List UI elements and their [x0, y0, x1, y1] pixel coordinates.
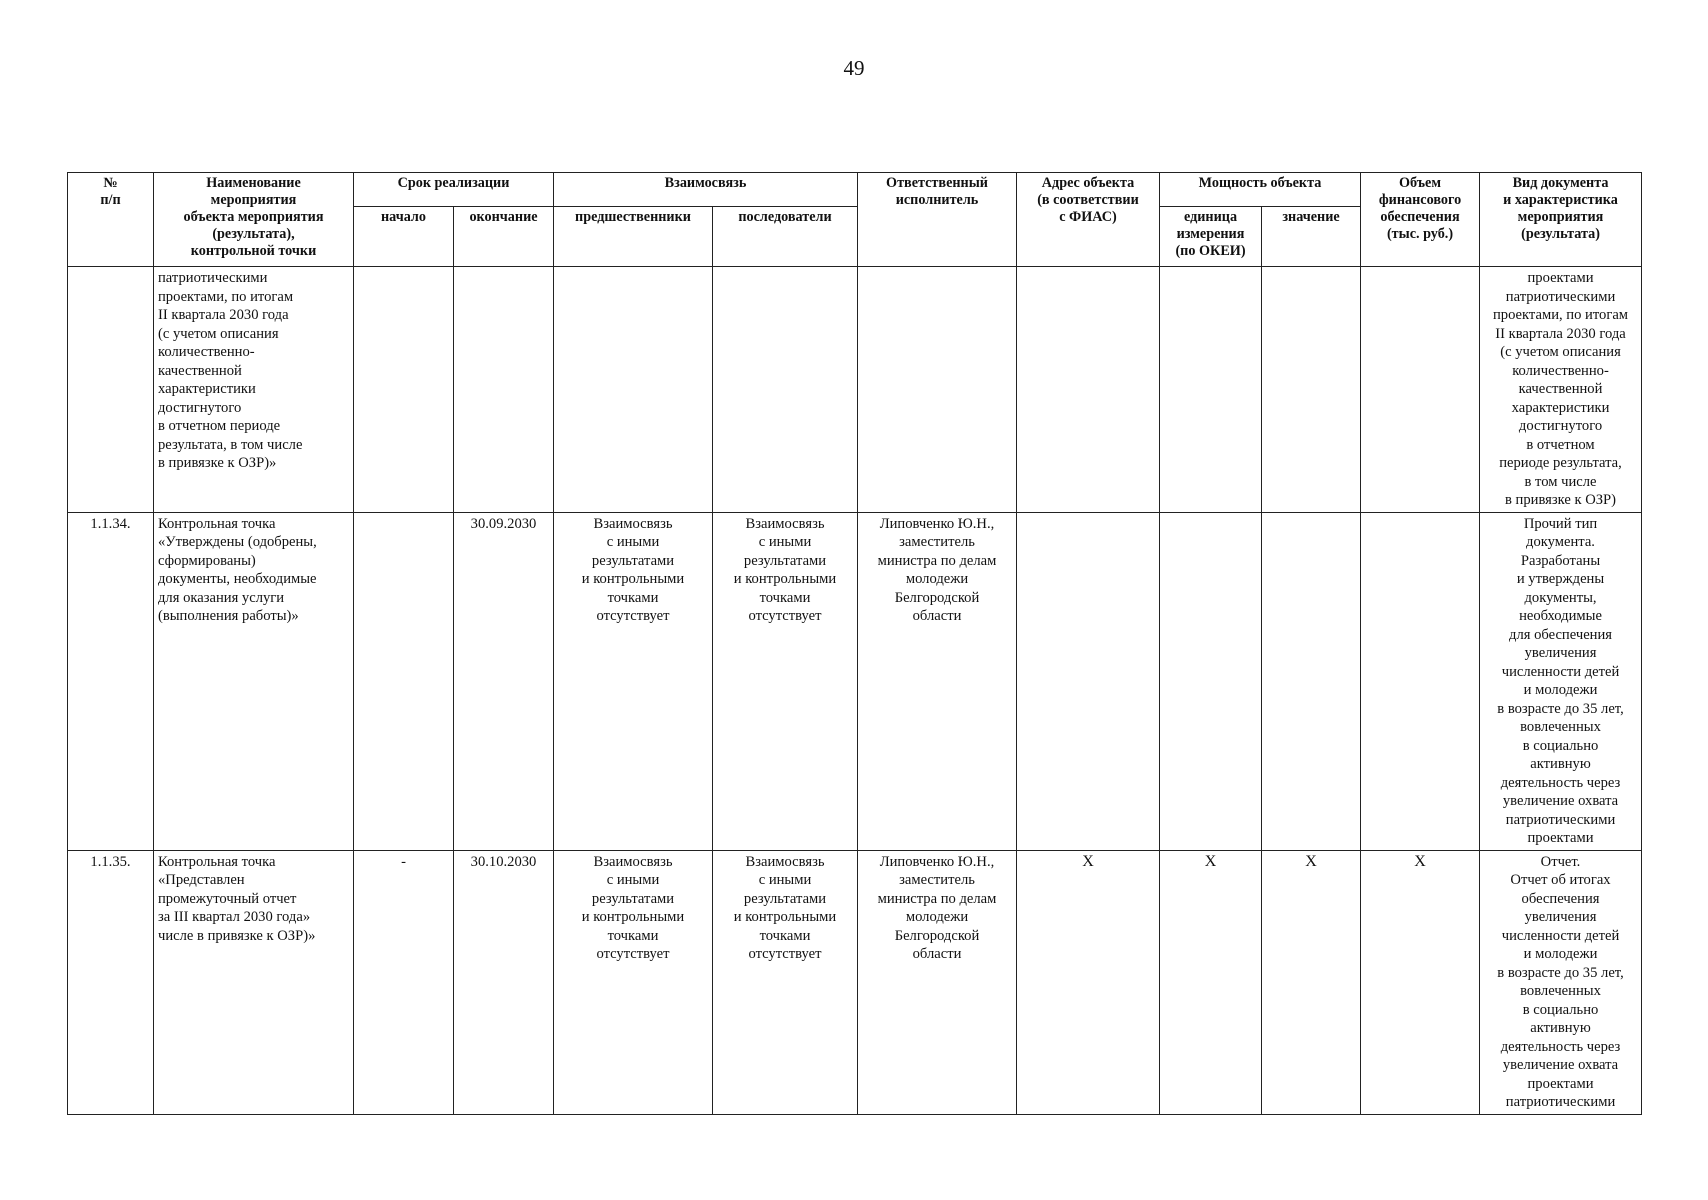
cell-predecessors: Взаимосвязь с иными результатами и контрольными точками отсутствует: [554, 850, 713, 1114]
header-period: Срок реализации: [354, 173, 554, 207]
cell-name: Контрольная точка «Представлен промежуточный отчет за III квартал 2030 года» числе в привязке к ОЗР)»: [154, 850, 354, 1114]
plan-table: [67, 172, 1642, 1115]
header-relation: Взаимосвязь: [554, 173, 858, 207]
header-relation-succ: последователи: [713, 207, 858, 267]
header-address: Адрес объекта (в соответствии с ФИАС): [1017, 173, 1160, 267]
cell-end: 30.10.2030: [454, 850, 554, 1114]
header-capacity-value: значение: [1262, 207, 1361, 267]
cell-unit: [1160, 512, 1262, 850]
header-doc-type: Вид документа и характеристика мероприятия (результата): [1480, 173, 1642, 267]
cell-address: X: [1017, 850, 1160, 1114]
cell-responsible: Липовченко Ю.Н., заместитель министра по делам молодежи Белгородской области: [858, 850, 1017, 1114]
cell-value: [1262, 512, 1361, 850]
header-period-start: начало: [354, 207, 454, 267]
cell-successors: [713, 267, 858, 513]
cell-address: [1017, 512, 1160, 850]
cell-address: [1017, 267, 1160, 513]
cell-doc: проектами патриотическими проектами, по итогам II квартала 2030 года (с учетом описания количественно- качественной характеристики достигнутого в отчетном периоде результата, в том числе в привязке к ОЗР): [1480, 267, 1642, 513]
header-relation-pred: предшественники: [554, 207, 713, 267]
cell-responsible: Липовченко Ю.Н., заместитель министра по делам молодежи Белгородской области: [858, 512, 1017, 850]
cell-start: -: [354, 850, 454, 1114]
cell-predecessors: Взаимосвязь с иными результатами и контрольными точками отсутствует: [554, 512, 713, 850]
cell-start: [354, 512, 454, 850]
cell-predecessors: [554, 267, 713, 513]
cell-name: патриотическими проектами, по итогам II квартала 2030 года (с учетом описания количественно- качественной характеристики достигнутого в отчетном периоде результата, в том числе в привязке к ОЗР)»: [154, 267, 354, 513]
header-name: Наименование мероприятия объекта мероприятия (результата), контрольной точки: [154, 173, 354, 267]
table-row: [68, 850, 1642, 1114]
cell-name: Контрольная точка «Утверждены (одобрены, сформированы) документы, необходимые для оказания услуги (выполнения работы)»: [154, 512, 354, 850]
cell-doc: Прочий тип документа. Разработаны и утверждены документы, необходимые для обеспечения увеличения численности детей и молодежи в возрасте до 35 лет, вовлеченных в социально активную деятельность через увеличение охвата патриотическими проектами: [1480, 512, 1642, 850]
cell-num: [68, 267, 154, 513]
cell-responsible: [858, 267, 1017, 513]
cell-end: 30.09.2030: [454, 512, 554, 850]
cell-finance: [1361, 512, 1480, 850]
cell-value: [1262, 267, 1361, 513]
header-num: № п/п: [68, 173, 154, 267]
page-number: 49: [843, 56, 865, 80]
cell-end: [454, 267, 554, 513]
table-row: [68, 512, 1642, 850]
header-capacity: Мощность объекта: [1160, 173, 1361, 207]
header-period-end: окончание: [454, 207, 554, 267]
cell-doc: Отчет. Отчет об итогах обеспечения увеличения численности детей и молодежи в возрасте до 35 лет, вовлеченных в социально активную деятельность через увеличение охвата проектами патриотическими: [1480, 850, 1642, 1114]
header-finance: Объем финансового обеспечения (тыс. руб.): [1361, 173, 1480, 267]
cell-successors: Взаимосвязь с иными результатами и контрольными точками отсутствует: [713, 850, 858, 1114]
cell-finance: [1361, 267, 1480, 513]
cell-unit: [1160, 267, 1262, 513]
cell-num: 1.1.34.: [68, 512, 154, 850]
cell-unit: X: [1160, 850, 1262, 1114]
cell-value: X: [1262, 850, 1361, 1114]
table-row: [68, 267, 1642, 513]
cell-finance: X: [1361, 850, 1480, 1114]
cell-successors: Взаимосвязь с иными результатами и контрольными точками отсутствует: [713, 512, 858, 850]
cell-num: 1.1.35.: [68, 850, 154, 1114]
cell-start: [354, 267, 454, 513]
header-responsible: Ответственный исполнитель: [858, 173, 1017, 267]
header-capacity-unit: единица измерения (по ОКЕИ): [1160, 207, 1262, 267]
